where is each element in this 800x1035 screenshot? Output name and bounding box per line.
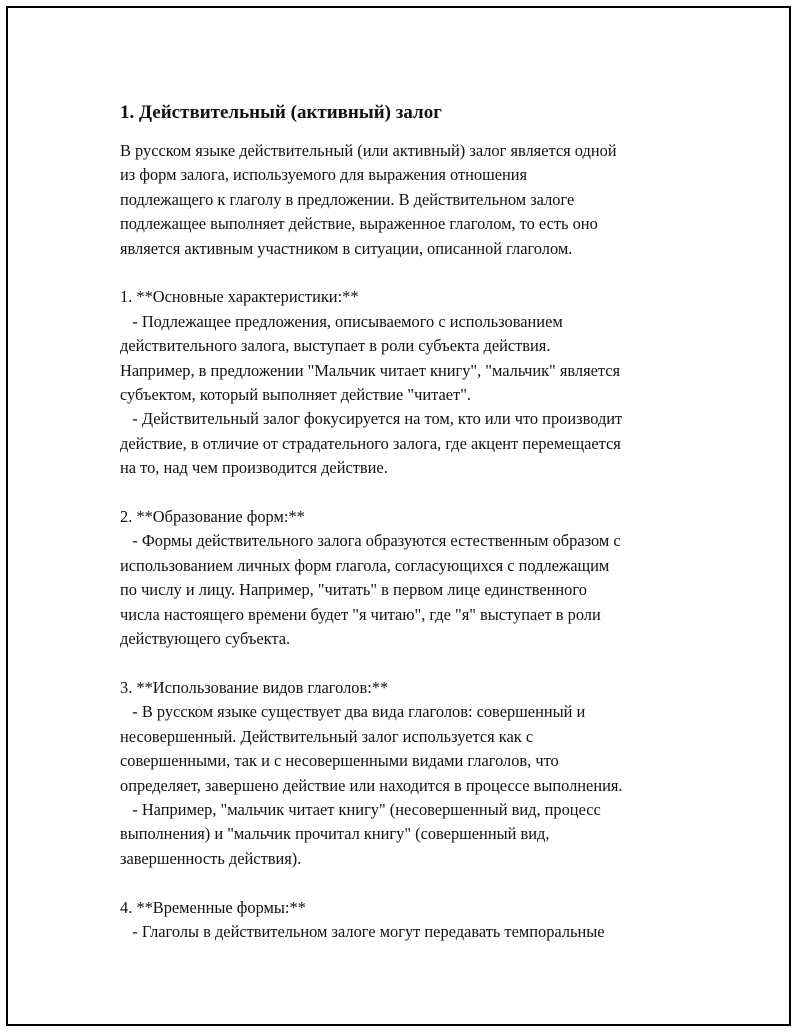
section-heading: 1. **Основные характеристики:** [120,287,359,307]
document-page [6,6,791,1026]
section-line: действующего субъекта. [120,629,291,649]
section-line: - Формы действительного залога образуются естественным образом с [120,531,621,551]
blank-line [120,652,710,676]
section-line: совершенными, так и с несовершенными видами глаголов, что [120,751,559,771]
section-line: субъектом, который выполняет действие "читает". [120,385,471,405]
section-line: на то, над чем производится действие. [120,458,388,478]
section-line: - Действительный залог фокусируется на том, кто или что производит [120,409,623,429]
section-line: по числу и лицу. Например, "читать" в первом лице единственного [120,580,587,600]
section-line: - Подлежащее предложения, описываемого с использованием [120,311,563,331]
section-line: выполнения) и "мальчик прочитал книгу" (совершенный вид, [120,824,550,844]
section-tenses [120,896,710,945]
section-forms [120,505,710,651]
section-characteristics [120,285,710,480]
section-heading: 4. **Временные формы:** [120,897,306,917]
section-line: - Например, "мальчик читает книгу" (несовершенный вид, процесс [120,799,601,819]
section-line: действительного залога, выступает в роли субъекта действия. [120,336,551,356]
section-line: использованием личных форм глагола, согласующихся с подлежащим [120,555,610,575]
intro-line: является активным участником в ситуации, описанной глаголом. [120,238,573,258]
blank-line [120,261,710,285]
section-line: - Глаголы в действительном залоге могут передавать темпоральные [120,921,605,941]
section-line: - В русском языке существует два вида глаголов: совершенный и [120,702,586,722]
section-line: несовершенный. Действительный залог используется как с [120,726,534,746]
section-title: 1. Действительный (активный) залог [120,102,442,123]
intro-paragraph [120,139,710,261]
section-aspects [120,676,710,871]
section-line: завершенность действия). [120,848,302,868]
section-heading: 3. **Использование видов глаголов:** [120,677,389,697]
section-line: определяет, завершено действие или находится в процессе выполнения. [120,775,623,795]
blank-line [120,871,710,895]
intro-line: В русском языке действительный (или активный) залог является одной [120,141,617,160]
blank-line [120,481,710,505]
section-line: действие, в отличие от страдательного залога, где акцент перемещается [120,433,621,453]
section-heading: 2. **Образование форм:** [120,507,305,527]
section-line: числа настоящего времени будет "я читаю", где "я" выступает в роли [120,604,601,624]
intro-line: подлежащего к глаголу в предложении. В действительном залоге [120,189,575,209]
document-content [120,101,710,944]
intro-line: подлежащее выполняет действие, выраженное глаголом, то есть оно [120,214,598,234]
section-line: Например, в предложении "Мальчик читает книгу", "мальчик" является [120,360,621,380]
intro-line: из форм залога, используемого для выражения отношения [120,165,528,185]
